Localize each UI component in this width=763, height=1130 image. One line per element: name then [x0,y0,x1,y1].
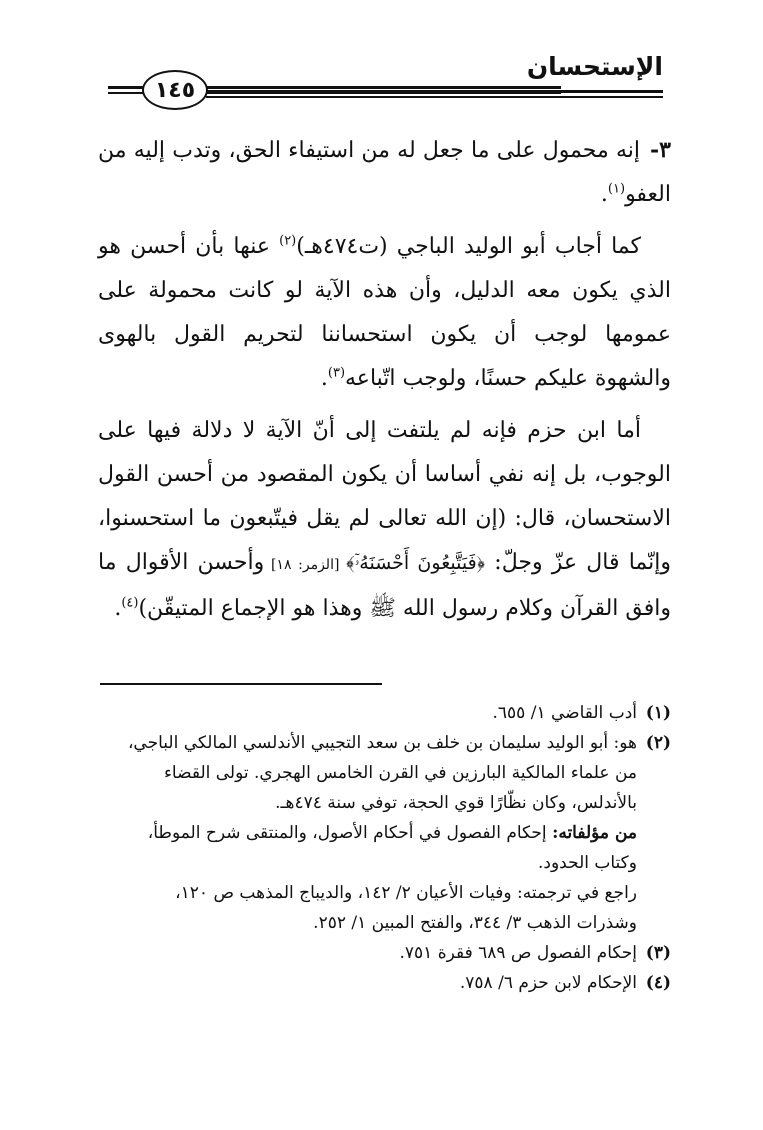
footnote-text: أدب القاضي ١/ ٦٥٥. [492,703,637,723]
punctuation: . [114,596,122,621]
footnote-ref-3[interactable]: (٣) [327,365,346,381]
footnote-text: من علماء المالكية البارزين في القرن الخامس الهجري. تولى القضاء [163,763,637,783]
footnote-text: راجع في ترجمته: وفيات الأعيان ٢/ ١٤٢، والديباج المذهب ص ١٢٠، [175,883,637,903]
works-text: إحكام الفصول في أحكام الأصول، والمنتقى شرح الموطأ، [147,823,553,843]
header-rule-right-bottom [206,96,663,98]
footnote-ref-4[interactable]: (٤) [121,595,139,611]
footnote-4 [98,968,671,998]
quran-verse: ﴿فَيَتَّبِعُونَ أَحْسَنَهُۥٓ﴾ [346,552,486,574]
footnotes [98,698,671,998]
footnote-number: (٤) [645,973,671,993]
footnote-text: إحكام الفصول ص ٦٨٩ فقرة ٧٥١. [399,943,637,963]
footnote-works [98,818,637,848]
page-number: ١٤٥ [154,77,196,103]
header-rule-right-top [206,90,663,93]
paragraph-text: عنها بأن أحسن هو الذي يكون معه الدليل، وأن هذه الآية لو كانت محمولة على عمومها لوجب أن يكون استحساننا لتحريم القول بالهوى والشهوة عليكم حسنًا، ولوجب اتّباعه [98,234,671,391]
footnote-ref-1[interactable]: (١) [607,181,626,197]
footnote-text: بالأندلس، وكان نظّارًا قوي الحجة، توفي سنة ٤٧٤هـ. [275,793,637,813]
paragraph-text: أما ابن حزم فإنه لم يلتفت إلى أنّ الآية لا دلالة فيها على الوجوب، بل إنه نفي أساسا أن يكون المقصود من أحسن القول الاستحسان، قال: (إن الله تعالى لم يقل فيتّبعون ما استحسنوا، وإنّما قال عزّ وجلّ: [98,418,671,575]
list-number: ٣- [650,137,671,163]
footnote-number: (٢) [645,733,671,753]
paragraph-ibn-hazm [98,409,671,631]
paragraph-point-3 [98,128,671,217]
footnote-2 [98,728,671,938]
footnote-ref-2[interactable]: (٢) [279,233,297,249]
paragraph-text: كما أجاب أبو الوليد الباجي (ت٤٧٤هـ) [296,234,641,259]
paragraph-baji [98,225,671,401]
running-title: الإستحسان [526,52,663,81]
paragraph-text: إنه محمول على ما جعل له من استيفاء الحق، وتدب إليه من العفو [98,138,671,207]
paragraph-text: وأحسن الأقوال ما وافق القرآن وكلام رسول الله ﷺ وهذا هو الإجماع المتيقّن) [98,550,671,621]
footnote-text: وشذرات الذهب ٣/ ٣٤٤، والفتح المبين ١/ ٢٥٢. [313,913,637,933]
footnote-separator [100,683,382,685]
footnote-text: الإحكام لابن حزم ٦/ ٧٥٨. [459,973,637,993]
punctuation: . [320,366,328,391]
footnote-text: هو: أبو الوليد سليمان بن خلف بن سعد التجيبي الأندلسي المالكي الباجي، [127,733,637,753]
footnote-number: (١) [645,703,671,723]
footnote-1 [98,698,671,728]
main-text [98,128,671,639]
surah-reference: [الزمر: ١٨] [264,557,347,573]
works-label: من مؤلفاته: [552,823,637,843]
footnote-number: (٣) [645,943,671,963]
footnote-3 [98,938,671,968]
page-number-badge [142,70,208,110]
footnote-text: وكتاب الحدود. [537,853,637,873]
punctuation: . [600,182,608,207]
